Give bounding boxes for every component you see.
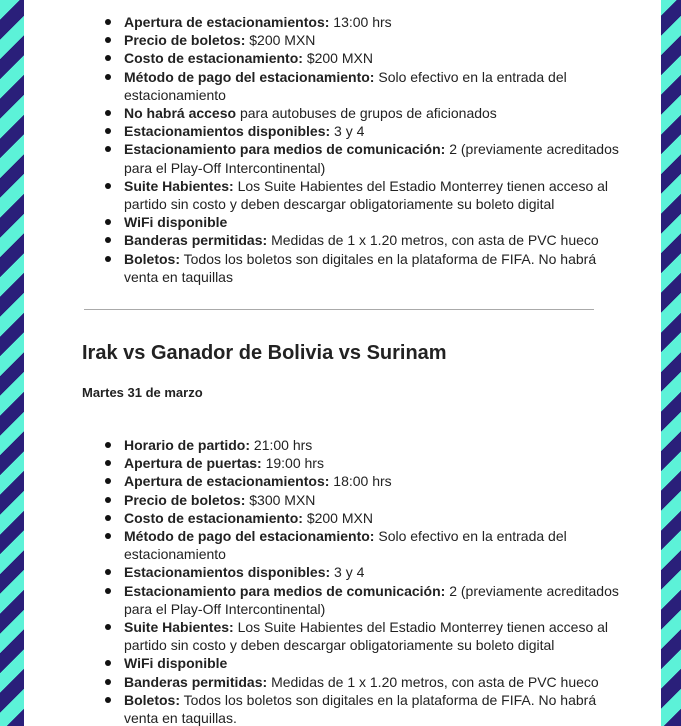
match-title: Irak vs Ganador de Bolivia vs Surinam <box>82 342 447 364</box>
list-item <box>124 177 624 213</box>
item-value: 18:00 hrs <box>333 473 392 490</box>
left-decorative-stripes <box>0 0 24 726</box>
section-divider <box>84 309 594 310</box>
list-item <box>124 673 624 691</box>
item-label: Estacionamientos disponibles: <box>124 564 331 581</box>
item-value: Medidas de 1 x 1.20 metros, con asta de PVC hueco <box>271 673 599 690</box>
list-item <box>124 509 624 527</box>
list-item <box>124 49 624 67</box>
item-value: Solo efectivo en la entrada del estacionamiento <box>124 528 567 563</box>
list-item <box>124 231 624 249</box>
list-item <box>124 140 624 176</box>
item-label: Boletos: <box>124 691 180 708</box>
item-label: Estacionamientos disponibles: <box>124 123 331 140</box>
list-item <box>124 436 624 454</box>
item-label: Suite Habientes: <box>124 177 234 194</box>
list-item <box>124 250 624 286</box>
list-item <box>124 454 624 472</box>
list-item <box>124 104 624 122</box>
item-value: Medidas de 1 x 1.20 metros, con asta de PVC hueco <box>271 232 599 249</box>
item-label: Método de pago del estacionamiento: <box>124 68 375 85</box>
item-value: $200 MXN <box>306 509 373 526</box>
item-label: No habrá acceso <box>124 105 237 122</box>
item-value: 19:00 hrs <box>265 455 324 472</box>
list-item <box>124 31 624 49</box>
item-value: 3 y 4 <box>334 123 365 140</box>
item-value: $200 MXN <box>306 50 373 67</box>
item-label: Estacionamiento para medios de comunicación: <box>124 582 446 599</box>
item-label: Costo de estacionamiento: <box>124 509 303 526</box>
item-label: Precio de boletos: <box>124 491 246 508</box>
item-label: Boletos: <box>124 250 180 267</box>
item-value: Solo efectivo en la entrada del estacionamiento <box>124 68 567 103</box>
item-label: Banderas permitidas: <box>124 673 268 690</box>
second-match-info-list <box>124 436 624 726</box>
item-value: Los Suite Habientes del Estadio Monterrey tienen acceso al partido sin costo y deben descargar obligatoriamente su boleto digital <box>124 619 609 654</box>
item-label: Precio de boletos: <box>124 32 246 49</box>
item-label: WiFi disponible <box>124 655 228 672</box>
item-label: Costo de estacionamiento: <box>124 50 303 67</box>
item-value: $300 MXN <box>249 491 316 508</box>
item-value: $200 MXN <box>249 32 316 49</box>
list-item <box>124 13 624 31</box>
item-value: 2 (previamente acreditados para el Play-Off Intercontinental) <box>124 141 619 176</box>
item-label: Suite Habientes: <box>124 619 234 636</box>
list-item <box>124 527 624 563</box>
item-label: Método de pago del estacionamiento: <box>124 528 375 545</box>
item-label: Apertura de puertas: <box>124 455 262 472</box>
item-label: WiFi disponible <box>124 214 228 231</box>
list-item <box>124 491 624 509</box>
item-value: 3 y 4 <box>334 564 365 581</box>
item-value: 2 (previamente acreditados para el Play-Off Intercontinental) <box>124 582 619 617</box>
match-date: Martes 31 de marzo <box>82 385 203 400</box>
item-label: Apertura de estacionamientos: <box>124 473 330 490</box>
list-item <box>124 691 624 726</box>
list-item <box>124 472 624 490</box>
item-value: 13:00 hrs <box>333 14 392 30</box>
item-value: Todos los boletos son digitales en la plataforma de FIFA. No habrá venta en taquillas <box>124 250 597 285</box>
list-item <box>124 618 624 654</box>
item-value: Los Suite Habientes del Estadio Monterrey tienen acceso al partido sin costo y deben descargar obligatoriamente su boleto digital <box>124 177 609 213</box>
list-item <box>124 122 624 140</box>
article-content <box>24 0 661 726</box>
list-item <box>124 68 624 104</box>
item-value: Todos los boletos son digitales en la plataforma de FIFA. No habrá venta en taquillas. <box>124 691 597 726</box>
item-label: Estacionamiento para medios de comunicación: <box>124 141 446 158</box>
list-item <box>124 654 624 672</box>
item-value: para autobuses de grupos de aficionados <box>239 105 497 122</box>
list-item <box>124 213 624 231</box>
item-label: Banderas permitidas: <box>124 232 268 249</box>
item-value: 21:00 hrs <box>253 437 313 453</box>
list-item <box>124 582 624 618</box>
list-item <box>124 563 624 581</box>
item-label: Apertura de estacionamientos: <box>124 14 330 30</box>
item-label: Horario de partido: <box>124 437 251 453</box>
first-match-info-list <box>124 13 624 286</box>
